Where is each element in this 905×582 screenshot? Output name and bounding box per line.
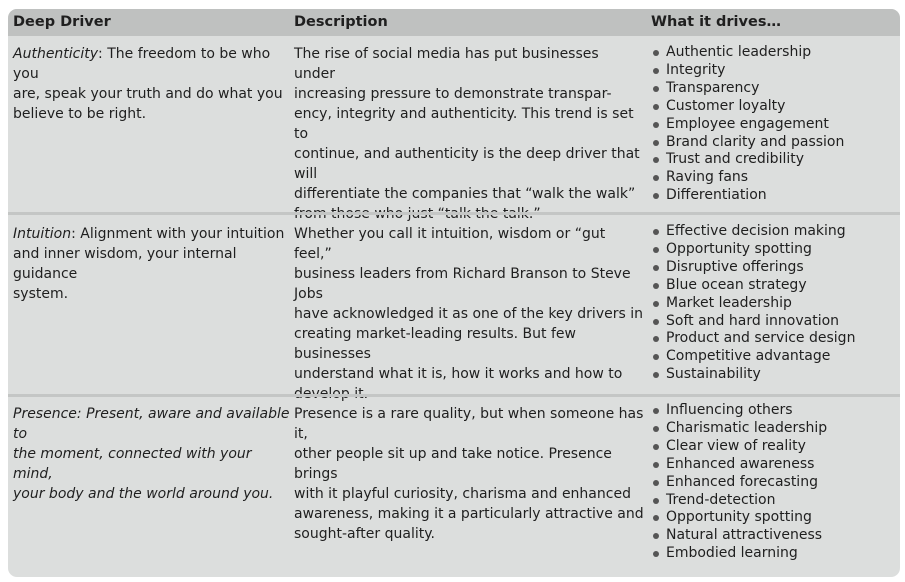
list-item: Competitive advantage xyxy=(651,348,891,366)
list-item: Transparency xyxy=(651,80,891,98)
list-item: Opportunity spotting xyxy=(651,509,891,527)
description-cell xyxy=(294,224,644,404)
driver-term: Authenticity xyxy=(13,46,99,62)
driver-cell xyxy=(13,404,290,504)
description-line: Whether you call it intuition, wisdom or “gut feel,” xyxy=(294,226,606,262)
list-item: Opportunity spotting xyxy=(651,241,891,259)
list-item: Employee engagement xyxy=(651,116,891,134)
bullet-icon xyxy=(653,372,659,378)
bullet-icon xyxy=(653,480,659,486)
list-item: Soft and hard innovation xyxy=(651,313,891,331)
list-item: Trust and credibility xyxy=(651,151,891,169)
deep-drivers-table xyxy=(8,9,900,577)
list-item: Differentiation xyxy=(651,187,891,205)
description-line: with it playful curiosity, charisma and enhanced xyxy=(294,486,631,502)
header-deep-driver: Deep Driver xyxy=(13,14,111,30)
bullet-icon xyxy=(653,319,659,325)
bullet-icon xyxy=(653,50,659,56)
bullet-icon xyxy=(653,193,659,199)
description-line: differentiate the companies that “walk the walk” xyxy=(294,186,636,202)
description-line: creating market-leading results. But few businesses xyxy=(294,326,576,362)
bullet-icon xyxy=(653,336,659,342)
driver-definition-line: system. xyxy=(13,286,69,302)
list-item: Brand clarity and passion xyxy=(651,134,891,152)
description-cell xyxy=(294,404,644,544)
table-row-intuition xyxy=(8,215,900,393)
bullet-icon xyxy=(653,301,659,307)
table-row-presence xyxy=(8,397,900,577)
bullet-icon xyxy=(653,283,659,289)
table-row-authenticity xyxy=(8,36,900,211)
list-item: Product and service design xyxy=(651,330,891,348)
bullet-icon xyxy=(653,247,659,253)
bullet-icon xyxy=(653,515,659,521)
bullet-icon xyxy=(653,498,659,504)
list-item: Influencing others xyxy=(651,402,891,420)
driver-definition-line: Presence: Present, aware and available to xyxy=(13,406,290,442)
bullet-icon xyxy=(653,426,659,432)
bullet-icon xyxy=(653,122,659,128)
bullet-icon xyxy=(653,408,659,414)
list-item: Effective decision making xyxy=(651,223,891,241)
description-line: ency, integrity and authenticity. This trend is set to xyxy=(294,106,634,142)
list-item: Disruptive offerings xyxy=(651,259,891,277)
list-item: Charismatic leadership xyxy=(651,420,891,438)
driver-cell xyxy=(13,44,290,124)
driver-definition-line: are, speak your truth and do what you xyxy=(13,86,283,102)
bullet-icon xyxy=(653,444,659,450)
bullet-icon xyxy=(653,533,659,539)
description-line: have acknowledged it as one of the key drivers in xyxy=(294,306,643,322)
description-line: continue, and authenticity is the deep driver that will xyxy=(294,146,640,182)
list-item: Market leadership xyxy=(651,295,891,313)
list-item: Authentic leadership xyxy=(651,44,891,62)
bullet-icon xyxy=(653,354,659,360)
description-line: Presence is a rare quality, but when someone has it, xyxy=(294,406,644,442)
driver-definition-line: believe to be right. xyxy=(13,106,147,122)
bullet-icon xyxy=(653,229,659,235)
driver-term: Intuition xyxy=(13,226,72,242)
bullet-icon xyxy=(653,157,659,163)
description-line: other people sit up and take notice. Presence brings xyxy=(294,446,612,482)
list-item: Natural attractiveness xyxy=(651,527,891,545)
list-item: Raving fans xyxy=(651,169,891,187)
description-line: increasing pressure to demonstrate transpar- xyxy=(294,86,612,102)
description-line: business leaders from Richard Branson to Steve Jobs xyxy=(294,266,631,302)
description-line: awareness, making it a particularly attractive and xyxy=(294,506,644,522)
list-item: Blue ocean strategy xyxy=(651,277,891,295)
driver-definition: : Alignment with your intuition xyxy=(71,226,285,242)
bullet-icon xyxy=(653,104,659,110)
description-cell xyxy=(294,44,644,224)
driver-definition-line: and inner wisdom, your internal guidance xyxy=(13,246,237,282)
driver-definition: : The freedom to be who you xyxy=(13,46,271,82)
drives-list xyxy=(651,223,891,384)
drives-list xyxy=(651,44,891,205)
driver-definition-line: your body and the world around you. xyxy=(13,486,274,502)
bullet-icon xyxy=(653,551,659,557)
bullet-icon xyxy=(653,265,659,271)
bullet-icon xyxy=(653,175,659,181)
bullet-icon xyxy=(653,86,659,92)
list-item: Enhanced forecasting xyxy=(651,474,891,492)
description-line: understand what it is, how it works and how to xyxy=(294,366,623,382)
list-item: Sustainability xyxy=(651,366,891,384)
header-description: Description xyxy=(294,14,388,30)
list-item: Clear view of reality xyxy=(651,438,891,456)
list-item: Embodied learning xyxy=(651,545,891,563)
drives-list xyxy=(651,402,891,563)
header-what-it-drives: What it drives… xyxy=(651,14,781,30)
list-item: Integrity xyxy=(651,62,891,80)
list-item: Trend-detection xyxy=(651,492,891,510)
list-item: Customer loyalty xyxy=(651,98,891,116)
bullet-icon xyxy=(653,140,659,146)
bullet-icon xyxy=(653,68,659,74)
description-line: sought-after quality. xyxy=(294,526,435,542)
table-header xyxy=(8,9,900,36)
list-item: Enhanced awareness xyxy=(651,456,891,474)
description-line: The rise of social media has put businesses under xyxy=(294,46,599,82)
driver-cell xyxy=(13,224,290,304)
bullet-icon xyxy=(653,462,659,468)
driver-definition-line: the moment, connected with your mind, xyxy=(13,446,252,482)
